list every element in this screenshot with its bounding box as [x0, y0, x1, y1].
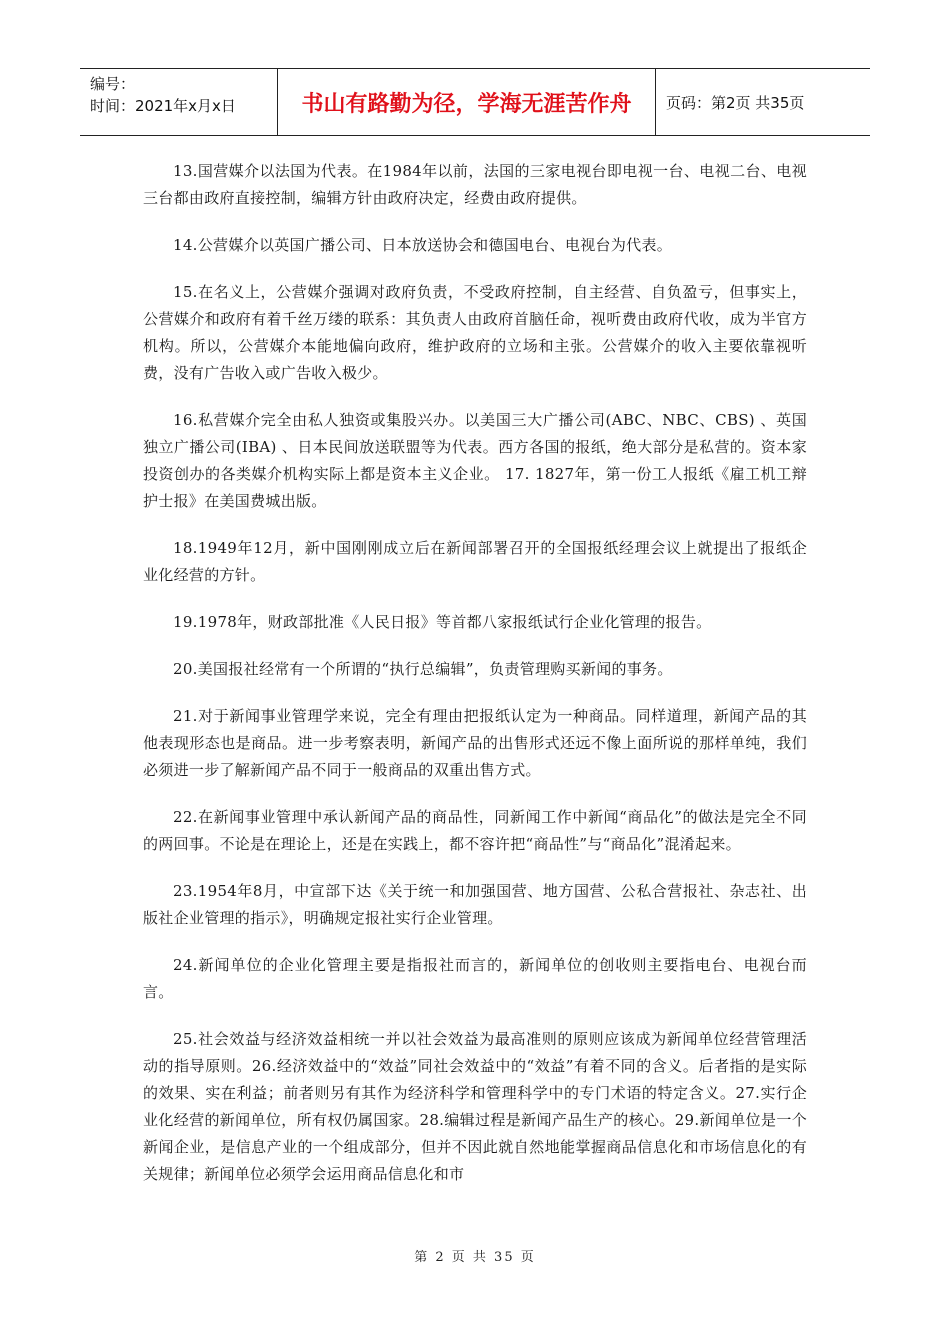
- paragraph-24: 24.新闻单位的企业化管理主要是指报社而言的，新闻单位的创收则主要指电台、电视台而言。: [143, 956, 807, 1001]
- page-header: [80, 68, 870, 136]
- paragraph-16: 16.私营媒介完全由私人独资或集股兴办。以美国三大广播公司(ABC、NBC、CBS) 、英国独立广播公司(IBA) 、日本民间放送联盟等为代表。西方各国的报纸，绝大部分是私营的。资本家投资创办的各类媒介机构实际上都是资本主义企业。 17. 1827年，第一份工人报纸《雇工机工辩护士报》在美国费城出版。: [143, 411, 807, 510]
- paragraph-25: 25.社会效益与经济效益相统一并以社会效益为最高准则的原则应该成为新闻单位经营管理活动的指导原则。26.经济效益中的“效益”同社会效益中的“效益”有着不同的含义。后者指的是实际的效果、实在利益；前者则另有其作为经济科学和管理科学中的专门术语的特定含义。27.实行企业化经营的新闻单位，所有权仍属国家。28.编辑过程是新闻产品生产的核心。29.新闻单位是一个新闻企业，是信息产业的一个组成部分，但并不因此就自然地能掌握商品信息化和市场信息化的有关规律；新闻单位必须学会运用商品信息化和市: [143, 1030, 807, 1183]
- document-date: 时间：2021年x月x日: [90, 97, 236, 115]
- document-number: 编号：: [90, 75, 136, 93]
- paragraph-13: 13.国营媒介以法国为代表。在1984年以前，法国的三家电视台即电视一台、电视二台、电视三台都由政府直接控制，编辑方针由政府决定，经费由政府提供。: [143, 162, 807, 207]
- paragraph-15: 15.在名义上，公营媒介强调对政府负责，不受政府控制，自主经营、自负盈亏，但事实上，公营媒介和政府有着千丝万缕的联系：其负责人由政府首脑任命，视听费由政府代收，成为半官方机构。所以，公营媒介本能地偏向政府，维护政府的立场和主张。公营媒介的收入主要依靠视听费，没有广告收入或广告收入极少。: [143, 283, 807, 382]
- paragraph-20: 20.美国报社经常有一个所谓的“执行总编辑”，负责管理购买新闻的事务。: [173, 660, 673, 678]
- paragraph-23: 23.1954年8月，中宣部下达《关于统一和加强国营、地方国营、公私合营报社、杂志社、出版社企业管理的指示》，明确规定报社实行企业管理。: [143, 882, 807, 927]
- header-motto: 书山有路勤为径，学海无涯苦作舟: [278, 69, 656, 135]
- paragraph-21: 21.对于新闻事业管理学来说，完全有理由把报纸认定为一种商品。同样道理，新闻产品的其他表现形态也是商品。进一步考察表明，新闻产品的出售形式还远不像上面所说的那样单纯，我们必须进一步了解新闻产品不同于一般商品的双重出售方式。: [143, 707, 807, 779]
- paragraph-18: 18.1949年12月，新中国刚刚成立后在新闻部署召开的全国报纸经理会议上就提出了报纸企业化经营的方针。: [143, 539, 807, 584]
- paragraph-22: 22.在新闻事业管理中承认新闻产品的商品性，同新闻工作中新闻“商品化”的做法是完全不同的两回事。不论是在理论上，还是在实践上，都不容许把“商品性”与“商品化”混淆起来。: [143, 808, 807, 853]
- document-body: [143, 158, 807, 1208]
- page-footer: 第 2 页 共 35 页: [414, 1250, 536, 1265]
- paragraph-19: 19.1978年，财政部批准《人民日报》等首都八家报纸试行企业化管理的报告。: [173, 613, 712, 631]
- header-meta: [80, 69, 278, 135]
- paragraph-14: 14.公营媒介以英国广播公司、日本放送协会和德国电台、电视台为代表。: [173, 236, 673, 254]
- header-page-number: 页码：第2页 共35页: [666, 93, 805, 112]
